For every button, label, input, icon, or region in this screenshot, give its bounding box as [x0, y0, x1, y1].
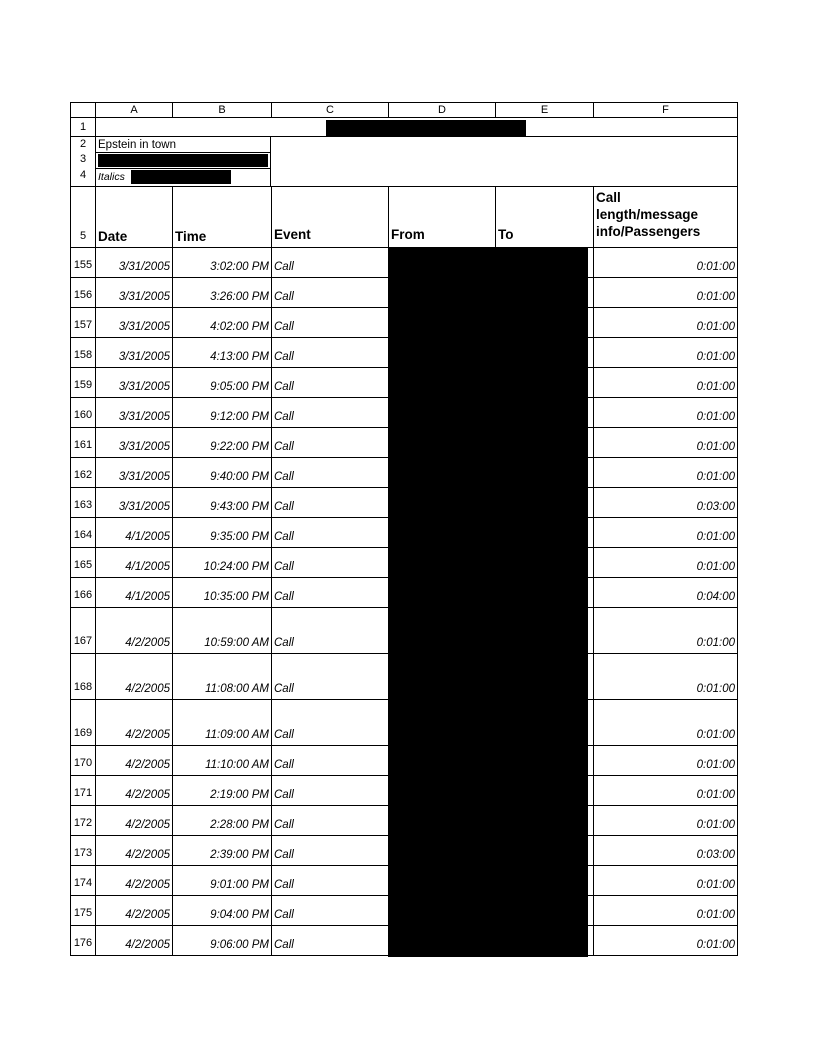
cell-date: 3/31/2005	[95, 488, 172, 518]
cell-date: 3/31/2005	[95, 368, 172, 398]
cell-date: 4/2/2005	[95, 746, 172, 776]
cell-length: 0:01:00	[593, 398, 738, 428]
row-number: 174	[70, 866, 95, 896]
row-number: 162	[70, 458, 95, 488]
header-call-info-line3: info/Passengers	[596, 224, 701, 239]
redaction-bar	[131, 170, 231, 184]
cell-date: 4/2/2005	[95, 608, 172, 654]
cell-date: 3/31/2005	[95, 458, 172, 488]
cell-event: Call	[271, 608, 388, 654]
column-header-c: C	[271, 102, 388, 118]
cell-length: 0:03:00	[593, 488, 738, 518]
row-number: 164	[70, 518, 95, 548]
legend-row-4	[95, 168, 271, 187]
row-number: 168	[70, 654, 95, 700]
cell-event: Call	[271, 700, 388, 746]
cell-length: 0:01:00	[593, 746, 738, 776]
cell-time: 11:09:00 AM	[172, 700, 271, 746]
cell-time: 9:40:00 PM	[172, 458, 271, 488]
cell-length: 0:01:00	[593, 278, 738, 308]
row-number: 155	[70, 248, 95, 278]
cell-time: 9:12:00 PM	[172, 398, 271, 428]
cell-event: Call	[271, 368, 388, 398]
cell-length: 0:01:00	[593, 308, 738, 338]
cell-time: 9:01:00 PM	[172, 866, 271, 896]
cell-time: 11:10:00 AM	[172, 746, 271, 776]
cell-event: Call	[271, 518, 388, 548]
header-date: Date	[95, 187, 172, 248]
cell-time: 9:35:00 PM	[172, 518, 271, 548]
row-number: 165	[70, 548, 95, 578]
column-header-d: D	[388, 102, 495, 118]
cell-date: 3/31/2005	[95, 248, 172, 278]
cell-event: Call	[271, 488, 388, 518]
cell-event: Call	[271, 806, 388, 836]
title-row-box	[95, 118, 738, 137]
redaction-block	[388, 248, 588, 957]
cell-date: 4/2/2005	[95, 806, 172, 836]
header-from: From	[388, 187, 495, 248]
cell-date: 4/1/2005	[95, 518, 172, 548]
cell-event: Call	[271, 248, 388, 278]
cell-date: 3/31/2005	[95, 338, 172, 368]
row-number: 169	[70, 700, 95, 746]
cell-length: 0:01:00	[593, 776, 738, 806]
cell-event: Call	[271, 548, 388, 578]
cell-date: 4/2/2005	[95, 866, 172, 896]
cell-length: 0:01:00	[593, 458, 738, 488]
legend-row-3	[95, 153, 271, 168]
header-call-info	[593, 187, 738, 248]
cell-time: 3:02:00 PM	[172, 248, 271, 278]
cell-event: Call	[271, 776, 388, 806]
cell-date: 3/31/2005	[95, 398, 172, 428]
cell-event: Call	[271, 836, 388, 866]
cell-time: 9:05:00 PM	[172, 368, 271, 398]
cell-length: 0:01:00	[593, 866, 738, 896]
row-number: 157	[70, 308, 95, 338]
redaction-bar	[326, 120, 526, 136]
row-number: 160	[70, 398, 95, 428]
header-call-info-line1: Call	[596, 190, 621, 205]
cell-event: Call	[271, 746, 388, 776]
column-header-f: F	[593, 102, 738, 118]
cell-time: 2:39:00 PM	[172, 836, 271, 866]
cell-length: 0:01:00	[593, 926, 738, 956]
cell-date: 3/31/2005	[95, 278, 172, 308]
row-number: 2	[70, 137, 95, 152]
cell-length: 0:01:00	[593, 806, 738, 836]
row-number: 5	[70, 187, 95, 248]
cell-time: 9:43:00 PM	[172, 488, 271, 518]
cell-date: 4/2/2005	[95, 836, 172, 866]
cell-length: 0:01:00	[593, 654, 738, 700]
row-number: 170	[70, 746, 95, 776]
cell-length: 0:01:00	[593, 608, 738, 654]
cell-date: 4/2/2005	[95, 896, 172, 926]
cell-event: Call	[271, 428, 388, 458]
column-header-b: B	[172, 102, 271, 118]
row-number: 156	[70, 278, 95, 308]
cell-length: 0:01:00	[593, 338, 738, 368]
cell-time: 2:19:00 PM	[172, 776, 271, 806]
row-number: 175	[70, 896, 95, 926]
header-event: Event	[271, 187, 388, 248]
row-number: 4	[70, 167, 95, 187]
legend-italics: Italics	[98, 171, 125, 183]
row-number: 158	[70, 338, 95, 368]
cell-date: 3/31/2005	[95, 308, 172, 338]
cell-length: 0:01:00	[593, 548, 738, 578]
row-number: 167	[70, 608, 95, 654]
cell-time: 9:22:00 PM	[172, 428, 271, 458]
row-number: 159	[70, 368, 95, 398]
cell-date: 4/2/2005	[95, 700, 172, 746]
cell-time: 3:26:00 PM	[172, 278, 271, 308]
row-number: 176	[70, 926, 95, 956]
cell-length: 0:04:00	[593, 578, 738, 608]
cell-length: 0:03:00	[593, 836, 738, 866]
cell-event: Call	[271, 896, 388, 926]
cell-time: 10:35:00 PM	[172, 578, 271, 608]
cell-date: 4/1/2005	[95, 548, 172, 578]
cell-time: 2:28:00 PM	[172, 806, 271, 836]
row-number: 166	[70, 578, 95, 608]
header-to: To	[495, 187, 593, 248]
cell-time: 9:04:00 PM	[172, 896, 271, 926]
row-number: 173	[70, 836, 95, 866]
row-number: 172	[70, 806, 95, 836]
cell-event: Call	[271, 338, 388, 368]
cell-date: 4/2/2005	[95, 776, 172, 806]
row-number: 3	[70, 152, 95, 167]
legend-notes-box	[271, 137, 738, 187]
cell-time: 4:13:00 PM	[172, 338, 271, 368]
cell-event: Call	[271, 308, 388, 338]
header-time: Time	[172, 187, 271, 248]
cell-event: Call	[271, 578, 388, 608]
cell-date: 4/2/2005	[95, 926, 172, 956]
column-header-a: A	[95, 102, 172, 118]
cell-date: 3/31/2005	[95, 428, 172, 458]
header-call-info-line2: length/message	[596, 207, 699, 222]
cell-length: 0:01:00	[593, 700, 738, 746]
cell-date: 4/2/2005	[95, 654, 172, 700]
row-number: 163	[70, 488, 95, 518]
row-number: 1	[70, 118, 95, 137]
cell-time: 10:59:00 AM	[172, 608, 271, 654]
cell-time: 9:06:00 PM	[172, 926, 271, 956]
cell-event: Call	[271, 278, 388, 308]
cell-length: 0:01:00	[593, 428, 738, 458]
column-header-e: E	[495, 102, 593, 118]
redaction-bar	[98, 154, 268, 167]
cell-event: Call	[271, 866, 388, 896]
cell-length: 0:01:00	[593, 896, 738, 926]
cell-time: 11:08:00 AM	[172, 654, 271, 700]
legend-epstein-in-town: Epstein in town	[95, 137, 271, 153]
cell-event: Call	[271, 458, 388, 488]
cell-length: 0:01:00	[593, 248, 738, 278]
cell-length: 0:01:00	[593, 368, 738, 398]
row-number: 171	[70, 776, 95, 806]
cell-length: 0:01:00	[593, 518, 738, 548]
row-number: 161	[70, 428, 95, 458]
cell-time: 4:02:00 PM	[172, 308, 271, 338]
cell-time: 10:24:00 PM	[172, 548, 271, 578]
cell-event: Call	[271, 926, 388, 956]
corner-cell	[70, 102, 95, 118]
cell-event: Call	[271, 398, 388, 428]
cell-date: 4/1/2005	[95, 578, 172, 608]
cell-event: Call	[271, 654, 388, 700]
